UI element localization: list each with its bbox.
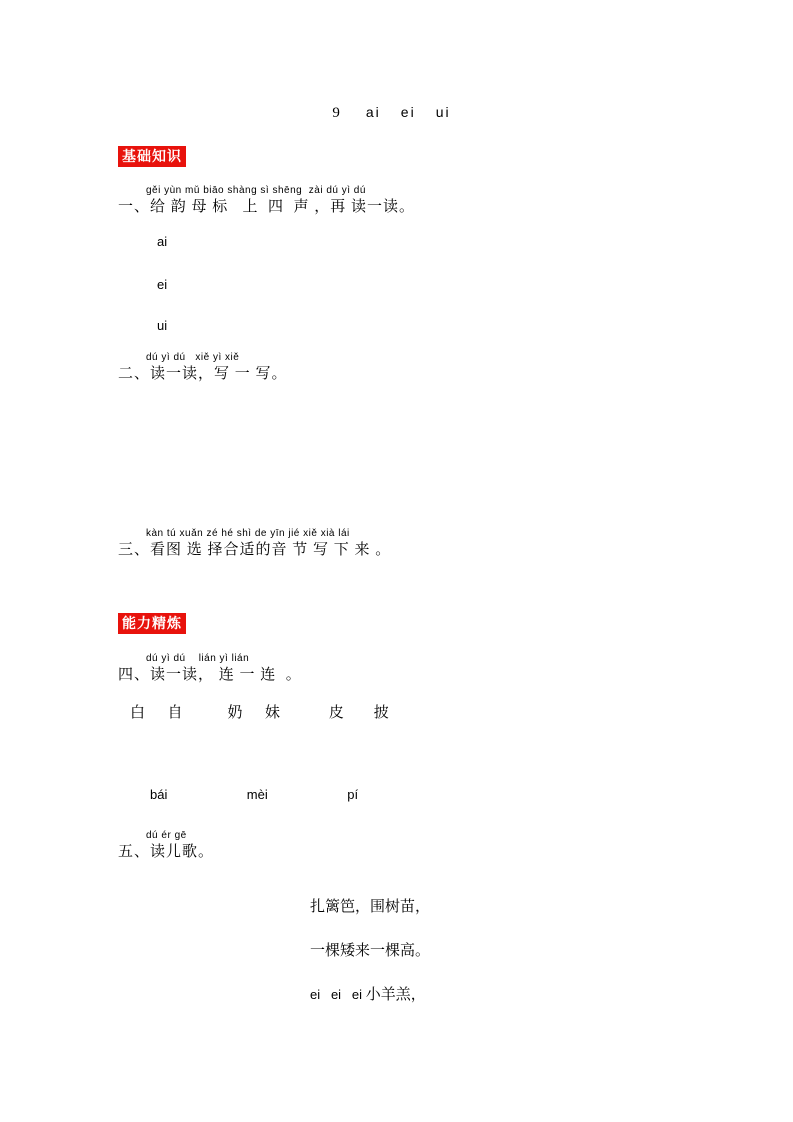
poem-line-2: 一棵矮来一棵高。 [310,943,431,959]
exercise-4 [118,653,302,684]
lesson-number: 9 [332,105,342,121]
poem-line-1: 扎篱笆，围树苗， [310,899,431,915]
section-banner-ability: 能力精炼 [118,613,186,634]
exercise-5-text: 五、读儿歌。 [118,844,215,860]
title-syllable-ui: ui [435,104,451,120]
vowel-item-ui: ui [157,318,168,333]
title-syllable-ai: ai [365,104,381,120]
title-syllable-ei: ei [400,104,416,120]
poem-line-3-chinese: 小羊羔， [362,987,426,1003]
exercise-5-pinyin: dú ér gē [146,830,187,841]
exercise-4-pinyin: dú yì dú lián yì lián [146,653,250,664]
poem-line-3 [310,973,430,1017]
exercise-3 [118,528,391,559]
exercise-2-pinyin: dú yì dú xiě yì xiě [146,352,240,363]
exercise-3-text: 三、看图 选 择合适的音 节 写 下 来 。 [118,542,392,558]
vowel-item-ai: ai [157,234,168,249]
exercise-5 [118,830,214,861]
exercise-1-pinyin: gěi yùn mǔ biāo shàng sì shēng zài dú yì dú [146,185,366,196]
vowel-item-ei: ei [157,277,168,292]
matching-pinyin-row: bái mèi pí [150,787,359,802]
matching-characters-row: 白 自 奶 妹 皮 披 [130,705,389,721]
poem-line-3-latin: ei ei ei [310,987,363,1002]
exercise-2 [118,352,288,383]
section-banner-basic: 基础知识 [118,146,186,167]
page-title [0,104,793,122]
exercise-1 [118,185,415,216]
exercise-4-text: 四、读一读， 连 一 连 。 [118,667,302,683]
exercise-2-text: 二、读一读，写 一 写。 [118,366,288,382]
poem-block [310,885,430,1017]
exercise-1-text: 一、给 韵 母 标 上 四 声 ，再 读一读。 [118,199,416,215]
exercise-3-pinyin: kàn tú xuǎn zé hé shì de yīn jié xiě xià lái [146,528,350,539]
